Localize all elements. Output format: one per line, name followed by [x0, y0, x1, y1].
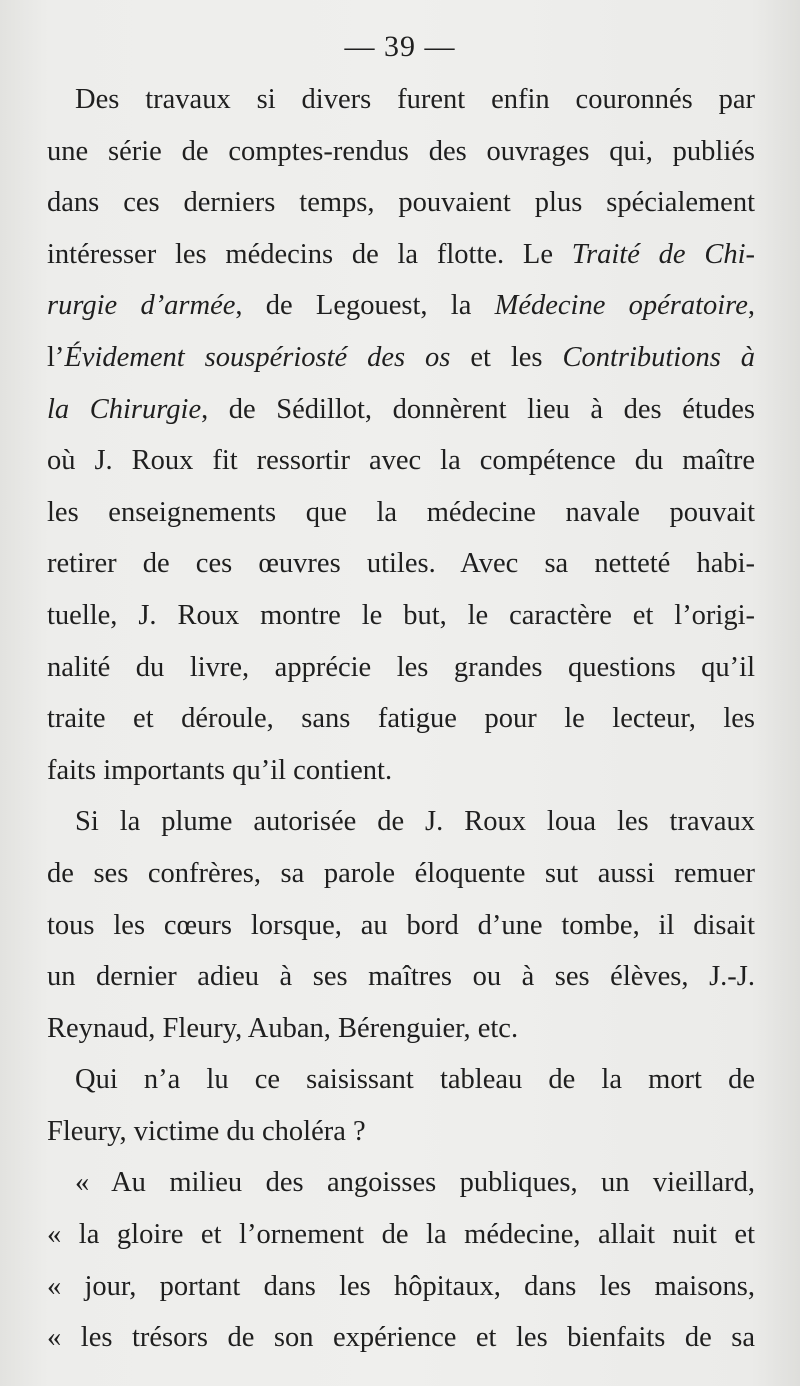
text-run: faits importants qu’il contient. [47, 754, 393, 786]
text-line [47, 951, 755, 1003]
italic-title: Traité de Chi- [571, 238, 755, 270]
text-run: dans ces derniers temps, pouvaient plus spécialement [47, 187, 755, 219]
text-line [47, 435, 755, 487]
text-run: traite et déroule, sans fatigue pour le lecteur, les [47, 703, 755, 735]
text-line [47, 126, 755, 178]
italic-title: Médecine opératoire [494, 290, 748, 322]
text-line [47, 1261, 755, 1313]
paragraph [47, 796, 755, 1054]
text-run: l’ [47, 341, 65, 373]
text-line [47, 1054, 755, 1106]
text-run: Si la plume autorisée de J. Roux loua les travaux [75, 806, 755, 838]
text-run: « Au milieu des angoisses publiques, un vieillard, [75, 1167, 755, 1199]
text-run: Fleury, victime du choléra ? [47, 1115, 366, 1147]
text-run: , de Sédillot, donnèrent lieu à des études [201, 393, 755, 425]
text-run: Qui n’a lu ce saisissant tableau de la mort de [75, 1064, 755, 1096]
text-run: Reynaud, Fleury, Auban, Bérenguier, etc. [47, 1012, 519, 1044]
text-run: tous les cœurs lorsque, au bord d’une tombe, il disait [47, 909, 755, 941]
text-line [47, 796, 755, 848]
text-line [47, 900, 755, 952]
text-line [47, 745, 755, 797]
paragraph [47, 1054, 755, 1157]
text-run: où J. Roux fit ressortir avec la compétence du maître [47, 445, 755, 477]
text-line [47, 1106, 755, 1158]
text-line [47, 1312, 755, 1364]
page-text-body [47, 74, 755, 1364]
text-line [47, 280, 755, 332]
text-run: Des travaux si divers furent enfin couronnés par [75, 84, 755, 115]
text-line [47, 177, 755, 229]
text-run: intéresser les médecins de la flotte. Le [47, 238, 572, 270]
text-run: les enseignements que la médecine navale pouvait [47, 496, 755, 528]
italic-title: la Chirurgie [47, 393, 202, 425]
paragraph [47, 74, 755, 796]
text-run: « les trésors de son expérience et les bienfaits de sa [47, 1322, 755, 1354]
text-line [47, 1003, 755, 1055]
text-line [47, 538, 755, 590]
text-line [47, 590, 755, 642]
text-line [47, 74, 755, 126]
text-line [47, 848, 755, 900]
italic-title: rurgie d’armée [47, 290, 236, 322]
text-line [47, 384, 755, 436]
italic-title: Contributions à [562, 341, 755, 373]
text-run: et les [450, 341, 563, 373]
text-line [47, 1157, 755, 1209]
page-number: — 39 — [344, 30, 456, 63]
text-run: nalité du livre, apprécie les grandes questions qu’il [47, 651, 755, 683]
text-run: , de Legouest, la [235, 290, 495, 322]
text-line [47, 642, 755, 694]
text-run: un dernier adieu à ses maîtres ou à ses élèves, J.-J. [47, 961, 755, 993]
text-run: « la gloire et l’ornement de la médecine, allait nuit et [47, 1219, 755, 1251]
text-run: « jour, portant dans les hôpitaux, dans les maisons, [47, 1270, 755, 1302]
text-line [47, 1209, 755, 1261]
text-run: retirer de ces œuvres utiles. Avec sa netteté habi- [47, 548, 755, 580]
text-line [47, 332, 755, 384]
text-line [47, 487, 755, 539]
text-run: de ses confrères, sa parole éloquente sut aussi remuer [47, 857, 755, 889]
italic-title: Évidement souspériosté des os [64, 341, 451, 373]
text-run: , [747, 290, 755, 322]
text-run: tuelle, J. Roux montre le but, le caractère et l’origi- [47, 599, 755, 631]
text-line [47, 229, 755, 281]
text-line [47, 693, 755, 745]
text-run: une série de comptes-rendus des ouvrages qui, publiés [47, 135, 755, 167]
paragraph [47, 1157, 755, 1363]
